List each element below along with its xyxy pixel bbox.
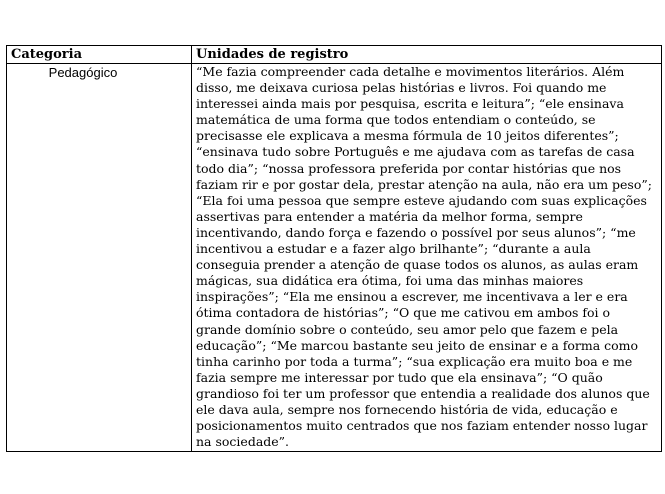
- table-row: [7, 64, 662, 452]
- header-categoria: Categoria: [7, 46, 192, 64]
- registro-table: [6, 45, 662, 452]
- units-cell: “Me fazia compreender cada detalhe e movimentos literários. Além disso, me deixava curiosa pelas histórias e livros. Foi quando me interessei ainda mais por pesquisa, escrita e leitura”; “ele ensinava matemática de uma forma que todos entendiam o conteúdo, se precisasse ele explicava a mesma fórmula de 10 jeitos diferentes”; “ensinava tudo sobre Português e me ajudava com as tarefas de casa todo dia”; “nossa professora preferida por contar histórias que nos faziam rir e por gostar dela, prestar atenção na aula, não era um peso”; “Ela foi uma pessoa que sempre esteve ajudando com suas explicações assertivas para entender a matéria da melhor forma, sempre incentivando, dando força e fazendo o possível por seus alunos”; “me incentivou a estudar e a fazer algo brilhante”; “durante a aula conseguia prender a atenção de quase todos os alunos, as aulas eram mágicas, sua didática era ótima, foi uma das minhas maiores inspirações”; “Ela me ensinou a escrever, me incentivava a ler e era ótima contadora de histórias”; “O que me cativou em ambos foi o grande domínio sobre o conteúdo, seu amor pelo que fazem e pela educação”; “Me marcou bastante seu jeito de ensinar e a forma como tinha carinho por toda a turma”; “sua explicação era muito boa e me fazia sempre me interessar por tudo que ela ensinava”; “O quão grandioso foi ter um professor que entendia a realidade dos alunos que ele dava aula, sempre nos fornecendo história de vida, educação e posicionamentos muito centrados que nos faziam entender nosso lugar na sociedade”.: [192, 64, 662, 452]
- header-unidades-de-registro: Unidades de registro: [192, 46, 662, 64]
- category-cell: Pedagógico: [7, 64, 192, 452]
- header-row: [7, 46, 662, 64]
